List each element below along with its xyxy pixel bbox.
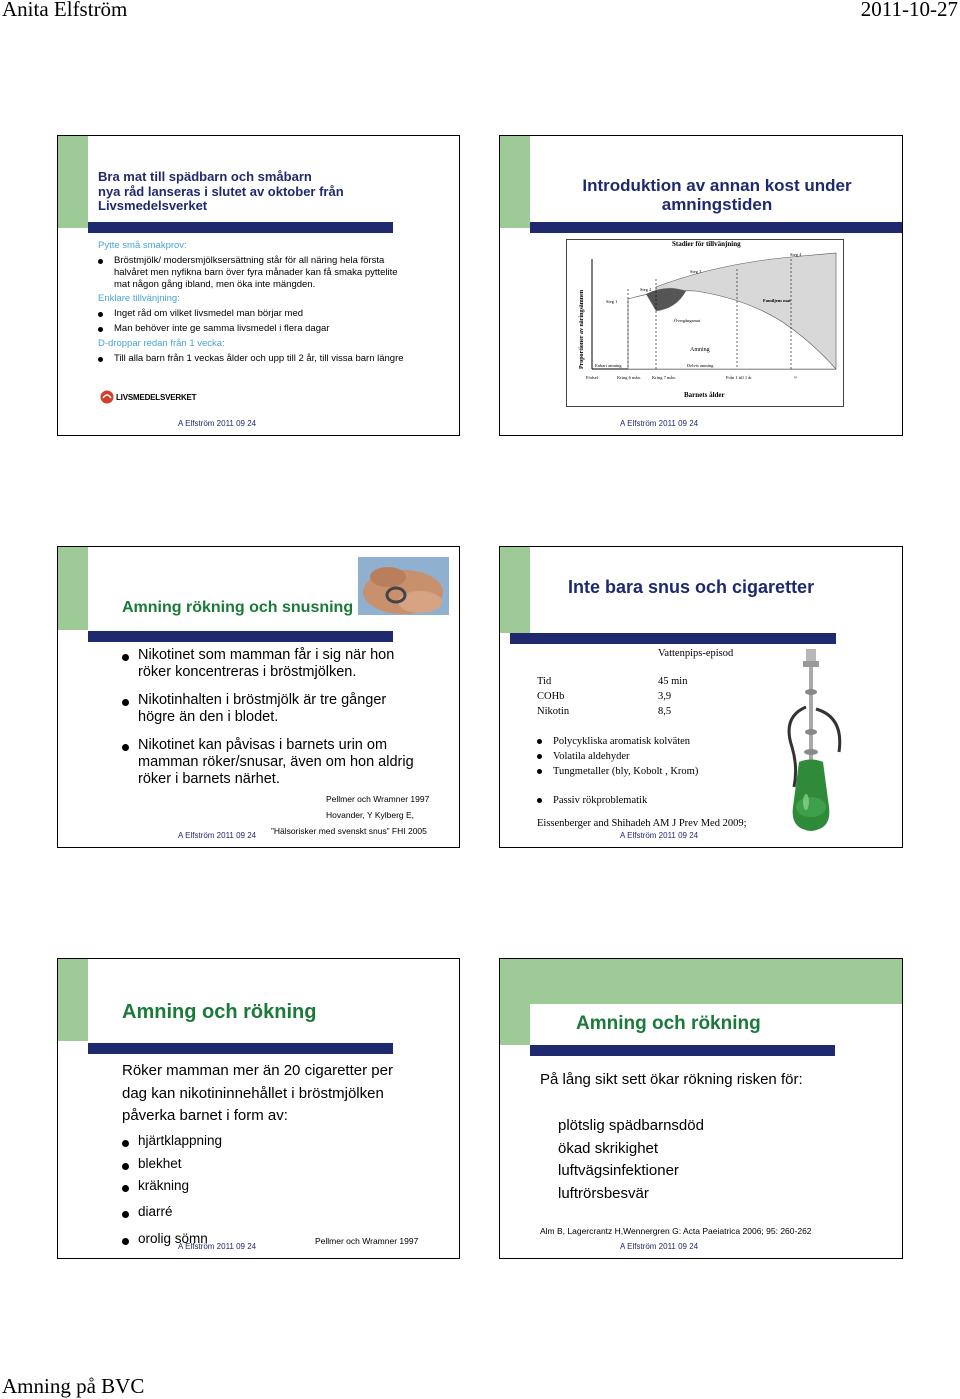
title-underline (530, 1045, 835, 1056)
slide-title: Amning och rökning (576, 1013, 761, 1034)
list-item: kräkning (122, 1178, 222, 1204)
reference: ”Hälsorisker med svenskt snus” FHI 2005 (271, 826, 427, 836)
list-item: Volatila aldehyder (537, 749, 698, 764)
section-heading: Enklare tillvänjning: (98, 293, 180, 304)
slide-title: Inte bara snus och cigaretter (568, 577, 815, 597)
list-item: Till alla barn från 1 veckas ålder och upp till 2 år, till vissa barn längre (98, 353, 448, 365)
x-tick: Kring 7 mån. (652, 375, 676, 380)
author-name: Anita Elfström (2, 0, 128, 21)
title-underline (88, 631, 393, 642)
label-steg3: Steg 3 (690, 269, 702, 274)
label-partial: Delvis amning (687, 363, 714, 368)
slide-3 (57, 546, 460, 848)
title-underline (510, 633, 836, 644)
table-title: Vattenpips-episod (658, 648, 734, 659)
reference: Pellmer och Wramner 1997 (326, 794, 430, 804)
x-tick: Från 1 till 1 år (726, 375, 752, 380)
title-underline (88, 1043, 393, 1054)
section-heading: D-droppar redan från 1 vecka: (98, 338, 225, 349)
table-row: COHb 3,9 (537, 691, 672, 702)
green-band (58, 959, 88, 1041)
list-item: orolig sömn (122, 1231, 222, 1246)
list-item: blekhet (122, 1156, 222, 1178)
green-band (58, 136, 88, 228)
slide-4 (499, 546, 903, 848)
list-item: Bröstmjölk/ modersmjölksersättning står för all näring hela första halvåret men nyfikna barn över fyra månader kan få smaka pyttelite mat någon gång ibland, men öka inte mängden. (98, 255, 448, 291)
slide-footer: A Elfström 2011 09 24 (178, 1242, 257, 1251)
list-item: Man behöver inte ge samma livsmedel i flera dagar (98, 323, 448, 335)
section-heading: Pytte små smakprov: (98, 240, 187, 251)
hands-photo (358, 557, 449, 615)
list-item: Polycykliska aromatisk kolväten (537, 734, 698, 749)
reference: Eissenberger and Shihadeh AM J Prev Med 2009; (537, 818, 747, 829)
list-item: Passiv rökproblematik (537, 793, 698, 808)
slide-body (122, 647, 452, 788)
green-band (500, 136, 530, 228)
page-date: 2011-10-27 (860, 0, 958, 21)
smoking-table (537, 674, 687, 719)
list-item: plötslig spädbarnsdöd (558, 1117, 704, 1134)
list-item: hjärtklappning (122, 1133, 222, 1156)
slide-footer: A Elfström 2011 09 24 (620, 1242, 699, 1251)
list-item: luftvägsinfektioner (558, 1162, 679, 1179)
table-row: Nikotin 8,5 (537, 706, 672, 717)
label-transitional: Övergångsmat (674, 318, 701, 323)
x-tick: ≈ (794, 376, 797, 381)
title-underline (530, 222, 903, 233)
list-item: Inget råd om vilket livsmedel man börjar med (98, 308, 448, 320)
livsmedelsverket-logo: LIVSMEDELSVERKET (100, 390, 196, 404)
symptom-list (122, 1133, 222, 1246)
weaning-stages-diagram (566, 239, 844, 407)
label-steg4: Steg 4 (790, 252, 802, 257)
slide-intro: På lång sikt sett ökar rökning risken för: (540, 1071, 803, 1088)
slide-title: Amning och rökning (122, 1001, 317, 1023)
list-item: luftrörsbesvär (558, 1184, 649, 1202)
x-tick: Kring 6 mån. (617, 375, 641, 380)
green-band (58, 547, 88, 630)
slide-title: Introduktion av annan kost under amningstiden (582, 176, 852, 214)
slide-body (537, 734, 698, 808)
slide-title: Bra mat till spädbarn och småbarn nya råd lanseras i slutet av oktober från Livsmedelsverket (98, 169, 344, 213)
reference: Hovander, Y Kylberg E, (326, 810, 415, 820)
reference: Alm B, Lagercrantz H,Wennergren G: Acta Paeiatrica 2006; 95: 260-262 (540, 1226, 812, 1236)
list-item: Nikotinhalten i bröstmjölk är tre gånger högre än den i blodet. (122, 692, 452, 726)
hookah-image (784, 647, 854, 837)
list-item: Tungmetaller (bly, Kobolt , Krom) (537, 764, 698, 779)
label-steg1: Steg 1 (606, 299, 618, 304)
label-family-food: Familjens mat (763, 298, 791, 303)
green-band-top (500, 959, 903, 1004)
x-tick: Födsel (586, 375, 599, 380)
list-item: Nikotinet som mamman får i sig när hon röker koncentreras i bröstmjölken. (122, 647, 452, 681)
page-footer-title: Amning på BVC (2, 1374, 145, 1398)
slide-6 (499, 958, 903, 1259)
title-underline (88, 222, 393, 233)
slide-footer: A Elfström 2011 09 24 (178, 419, 257, 428)
slide-1 (57, 135, 460, 436)
list-item: ökad skrikighet (558, 1139, 659, 1157)
slide-footer: A Elfström 2011 09 24 (620, 419, 699, 428)
table-row: Tid 45 min (537, 676, 688, 687)
label-exclusive: Enbart amning (595, 363, 622, 368)
y-axis-label: Proportioner av näringsämnen (579, 289, 585, 369)
slide-footer: A Elfström 2011 09 24 (620, 831, 699, 840)
green-band (500, 547, 530, 633)
x-axis-label: Barnets ålder (684, 391, 725, 399)
slide-5 (57, 958, 460, 1259)
slide-2 (499, 135, 903, 436)
slide-footer: A Elfström 2011 09 24 (178, 831, 257, 840)
logo-icon (100, 390, 114, 404)
slide-body (98, 240, 448, 365)
diagram-title: Stadier för tillvänjning (672, 240, 741, 248)
risk-list (558, 1115, 704, 1205)
slide-title: Amning rökning och snusning (122, 599, 354, 616)
reference: Pellmer och Wramner 1997 (315, 1236, 419, 1246)
slide-body: Röker mamman mer än 20 cigaretter per dag kan nikotininnehållet i bröstmjölken påverka barnet i form av: (122, 1062, 393, 1124)
list-item: diarré (122, 1204, 222, 1231)
label-amning: Amning (690, 347, 710, 353)
list-item: Nikotinet kan påvisas i barnets urin om mamman röker/snusar, även om hon aldrig röker i barnets närhet. (122, 737, 452, 788)
label-steg2: Steg 2 (640, 287, 652, 292)
